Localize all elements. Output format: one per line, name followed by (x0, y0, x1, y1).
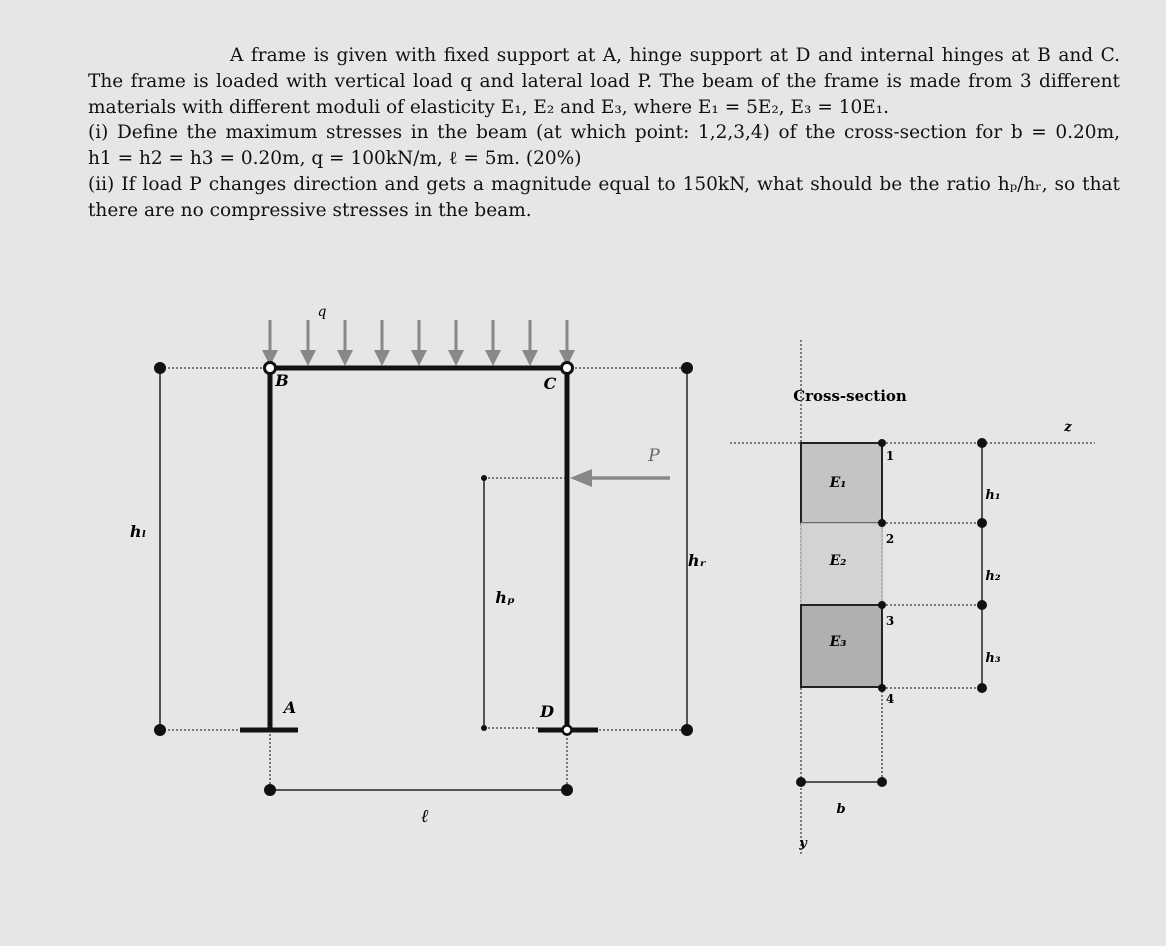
load-arrow (448, 320, 464, 366)
frame (130, 304, 707, 827)
length-l-label: ℓ (421, 806, 429, 827)
problem-line-3: materials with different moduli of elasticity E₁, E₂ and E₃, where E₁ = 5E₂, E₃ = 10E₁. (88, 96, 890, 118)
problem-line-4: (i) Define the maximum stresses in the beam (at which point: 1,2,3,4) of the cross-section for b = 0.20m, (88, 122, 1120, 144)
point-3-label: 3 (885, 614, 895, 628)
dimension-lines-solid (160, 368, 687, 790)
cross-section (730, 340, 1095, 855)
point-1-label: 1 (885, 449, 895, 463)
height-hl-label: hₗ (129, 522, 147, 541)
node-C-label: C (543, 374, 557, 393)
height-hr-label: hᵣ (687, 551, 707, 570)
dimension-lines (160, 368, 687, 790)
height-h1-label: h₁ (985, 488, 1001, 503)
load-arrow (522, 320, 538, 366)
load-arrow (262, 320, 278, 366)
height-hp-label: hₚ (495, 588, 515, 607)
width-b-label: b (836, 802, 846, 817)
load-arrow (300, 320, 316, 366)
node-B-label: B (275, 371, 289, 390)
load-arrow (485, 320, 501, 366)
load-arrow (411, 320, 427, 366)
material-E2-label: E₂ (829, 553, 847, 569)
problem-line-5: h1 = h2 = h3 = 0.20m, q = 100kN/m, ℓ = 5m. (20%) (88, 148, 582, 170)
height-h3-label: h₃ (985, 651, 1001, 666)
dimension-dots (154, 362, 693, 796)
frame-members (270, 368, 567, 730)
point-4-label: 4 (885, 692, 895, 706)
cross-section-title: Cross-section (793, 387, 907, 405)
material-E3-label: E₃ (829, 634, 847, 650)
material-E1-label: E₁ (829, 475, 847, 491)
distributed-load-q (262, 320, 575, 366)
node-A-label: A (283, 698, 297, 717)
problem-line-2: The frame is loaded with vertical load q and lateral load P. The beam of the frame is made from 3 different (88, 70, 1120, 92)
lateral-load-P (570, 469, 670, 487)
hinge-C-icon (562, 363, 573, 374)
hinge-B-icon (265, 363, 276, 374)
problem-line-7: there are no compressive stresses in the beam. (88, 199, 532, 221)
load-arrow (559, 320, 575, 366)
problem-line-6: (ii) If load P changes direction and gets a magnitude equal to 150kN, what should be the ratio hₚ/hᵣ, so that (88, 173, 1120, 195)
axis-z-label: z (1064, 420, 1072, 435)
load-P-label: P (648, 446, 660, 466)
section-axes (730, 340, 1095, 855)
node-D-label: D (540, 702, 554, 721)
hinge-D-icon (563, 726, 572, 735)
point-2-label: 2 (885, 532, 895, 546)
problem-line-1: A frame is given with fixed support at A, hinge support at D and internal hinges at B and C. (230, 45, 1120, 66)
load-q-label: q (317, 304, 327, 320)
load-arrow (374, 320, 390, 366)
height-h2-label: h₂ (985, 569, 1001, 584)
load-arrow (337, 320, 353, 366)
axis-y-label: y (799, 836, 807, 851)
